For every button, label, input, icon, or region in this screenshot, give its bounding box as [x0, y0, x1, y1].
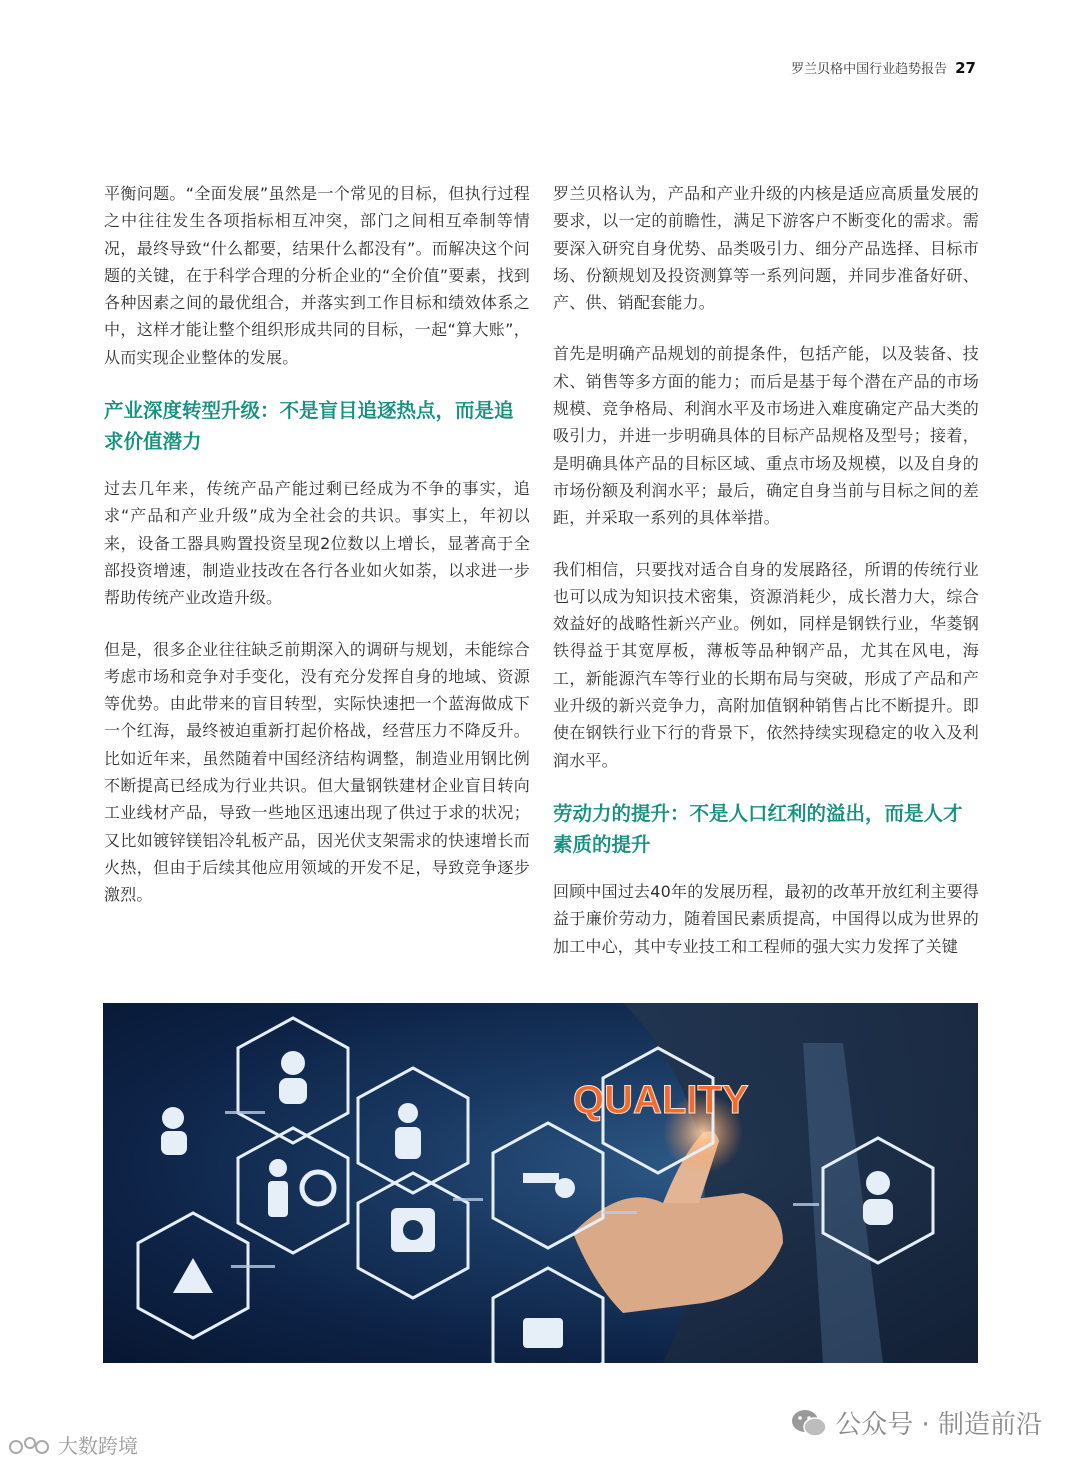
left-paragraph-2: 过去几年来，传统产品产能过剩已经成为不争的事实，追求“产品和产业升级”成为全社会的共识。事实上，年初以来，设备工器具购置投资呈现2位数以上增长，显著高于全部投资增速，制造业技改在各行各业如火如荼，以求进一步帮助传统产业改造升级。	[104, 479, 530, 608]
hexagon-network-graphic	[103, 1003, 978, 1363]
site-logo-icon	[8, 1434, 54, 1456]
quality-word: QUALITY	[573, 1078, 749, 1122]
section-heading-labor-upgrade: 劳动力的提升：不是人口红利的溢出，而是人才素质的提升	[553, 801, 963, 856]
wechat-icon	[791, 1408, 827, 1438]
page-number: 27	[955, 59, 976, 77]
left-paragraph-1: 平衡问题。“全面发展”虽然是一个常见的目标，但执行过程之中往往发生各项指标相互冲突，部门之间相互牵制等情况，最终导致“什么都要，结果什么都没有”。而解决这个问题的关键，在于科学合理的分析企业的“全价值”要素，找到各种因素之间的最优组合，并落实到工作目标和绩效体系之中，这样才能让整个组织形成共同的目标，一起“算大账”，从而实现企业整体的发展。	[104, 184, 530, 367]
wechat-account-name: 公众号 · 制造前沿	[835, 1410, 1042, 1440]
right-paragraph-4: 回顾中国过去40年的发展历程，最初的改革开放红利主要得益于廉价劳动力，随着国民素质提高，中国得以成为世界的加工中心，其中专业技工和工程师的强大实力发挥了关键	[553, 881, 979, 956]
site-watermark	[8, 1430, 138, 1459]
page-header	[791, 58, 976, 77]
report-title: 罗兰贝格中国行业趋势报告	[791, 62, 948, 77]
right-paragraph-1: 罗兰贝格认为，产品和产业升级的内核是适应高质量发展的要求，以一定的前瞻性，满足下游客户不断变化的需求。需要深入研究自身优势、品类吸引力、细分产品选择、目标市场、份额规划及投资测算等一系列问题，并同步准备好研、产、供、销配套能力。	[553, 184, 979, 313]
hero-image-quality-hexagons	[103, 1003, 978, 1363]
right-paragraph-3: 我们相信，只要找对适合自身的发展路径，所谓的传统行业也可以成为知识技术密集，资源消耗少，成长潜力大，综合效益好的战略性新兴产业。例如，同样是钢铁行业，华菱钢铁得益于其宽厚板，薄板等品种钢产品，尤其在风电，海工，新能源汽车等行业的长期布局与突破，形成了产品和产业升级的新兴竞争力，高附加值钢种销售占比不断提升。即使在钢铁行业下行的背景下，依然持续实现稳定的收入及利润水平。	[553, 559, 979, 770]
wechat-watermark	[791, 1404, 1042, 1441]
right-paragraph-2: 首先是明确产品规划的前提条件，包括产能，以及装备、技术、销售等多方面的能力；而后是基于每个潜在产品的市场规模、竞争格局、利润水平及市场进入难度确定产品大类的吸引力，并进一步明确具体的目标产品规格及型号；接着，是明确具体产品的目标区域、重点市场及规模，以及自身的市场份额及利润水平；最后，确定自身当前与目标之间的差距，并采取一系列的具体举措。	[553, 344, 979, 528]
left-column	[104, 180, 530, 933]
right-column	[553, 180, 979, 984]
section-heading-industry-upgrade: 产业深度转型升级：不是盲目追逐热点，而是追求价值潜力	[104, 399, 514, 454]
left-paragraph-3: 但是，很多企业往往缺乏前期深入的调研与规划，未能综合考虑市场和竞争对手变化，没有充分发挥自身的地域、资源等优势。由此带来的盲目转型，实际快速把一个蓝海做成下一个红海，最终被迫重新打起价格战，经营压力不降反升。比如近年来，虽然随着中国经济结构调整，制造业用钢比例不断提高已经成为行业共识。但大量钢铁建材企业盲目转向工业线材产品，导致一些地区迅速出现了供过于求的状况；又比如镀锌镁铝冷轧板产品，因光伏支架需求的快速增长而火热，但由于后续其他应用领域的开发不足，导致竞争逐步激烈。	[104, 639, 530, 905]
site-watermark-text: 大数跨境	[58, 1434, 138, 1458]
